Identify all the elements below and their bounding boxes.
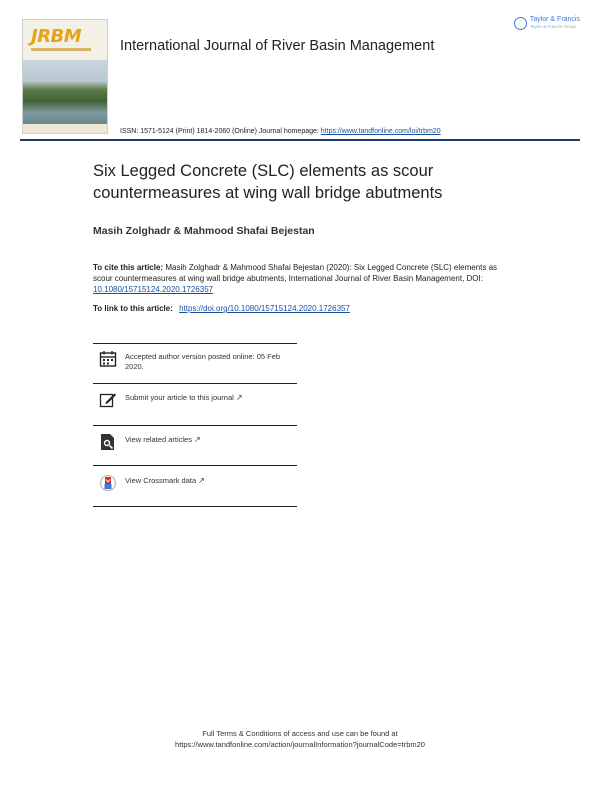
journal-logo: JRBM	[31, 26, 82, 47]
external-link-icon: ↗	[235, 393, 243, 402]
search-document-icon	[99, 433, 117, 451]
crossmark-icon	[99, 474, 117, 492]
article-doi-link[interactable]: https://doi.org/10.1080/15715124.2020.1726357	[179, 304, 350, 313]
crossmark-row[interactable]	[99, 474, 297, 492]
info-divider-3	[93, 465, 297, 466]
external-link-icon: ↗	[193, 435, 201, 444]
journal-title[interactable]: International Journal of River Basin Management	[120, 38, 435, 54]
accepted-version-row	[99, 350, 297, 372]
publisher-icon	[514, 17, 527, 30]
journal-homepage-link[interactable]: https://www.tandfonline.com/loi/trbm20	[320, 128, 441, 135]
citation-label: To cite this article:	[93, 263, 164, 272]
article-authors[interactable]: Masih Zolghadr & Mahmood Shafai Bejestan	[93, 225, 315, 237]
info-divider-2	[93, 425, 297, 426]
citation-block	[93, 262, 513, 295]
footer-terms-text: Full Terms & Conditions of access and use can be found at	[202, 729, 398, 738]
publisher-name: Taylor & Francis	[529, 16, 580, 23]
related-articles-row[interactable]	[99, 433, 297, 451]
external-link-icon: ↗	[198, 476, 205, 485]
publisher-subname: Taylor & Francis Group	[529, 24, 576, 29]
calendar-icon	[99, 350, 117, 368]
citation-doi-link[interactable]: 10.1080/15715124.2020.1726357	[93, 285, 214, 294]
article-link-line	[93, 304, 350, 313]
edit-icon	[99, 391, 117, 409]
page-footer	[0, 728, 600, 750]
related-articles-link[interactable]: View related articles	[125, 435, 192, 444]
issn-text: ISSN: 1571-5124 (Print) 1814-2060 (Online) Journal homepage:	[120, 128, 319, 135]
info-divider-top	[93, 343, 297, 344]
journal-cover-image	[22, 19, 108, 134]
cover-subtitle-bar	[31, 48, 91, 51]
submit-article-row[interactable]	[99, 391, 297, 409]
accepted-version-text: Accepted author version posted online: 05 Feb 2020.	[125, 352, 281, 371]
cover-footer-strip	[23, 124, 108, 133]
footer-terms-link[interactable]: https://www.tandfonline.com/action/journalInformation?journalCode=trbm20	[175, 740, 425, 749]
citation-text: Masih Zolghadr & Mahmood Shafai Bejestan (2020): Six Legged Concrete (SLC) elements as scour countermeasures at wing wall bridge abutments, International Journal of River Basin Management, DOI:	[93, 263, 498, 283]
publisher-logo	[514, 16, 580, 30]
crossmark-link[interactable]: View Crossmark data	[125, 476, 197, 485]
submit-article-link[interactable]: Submit your article to this journal	[125, 393, 234, 402]
cover-photo	[23, 60, 108, 134]
article-link-label: To link to this article:	[93, 304, 173, 313]
issn-line	[120, 128, 441, 135]
article-title: Six Legged Concrete (SLC) elements as scour countermeasures at wing wall bridge abutments	[93, 162, 443, 202]
info-divider-1	[93, 383, 297, 384]
header-divider	[20, 139, 580, 141]
info-divider-bottom	[93, 506, 297, 507]
